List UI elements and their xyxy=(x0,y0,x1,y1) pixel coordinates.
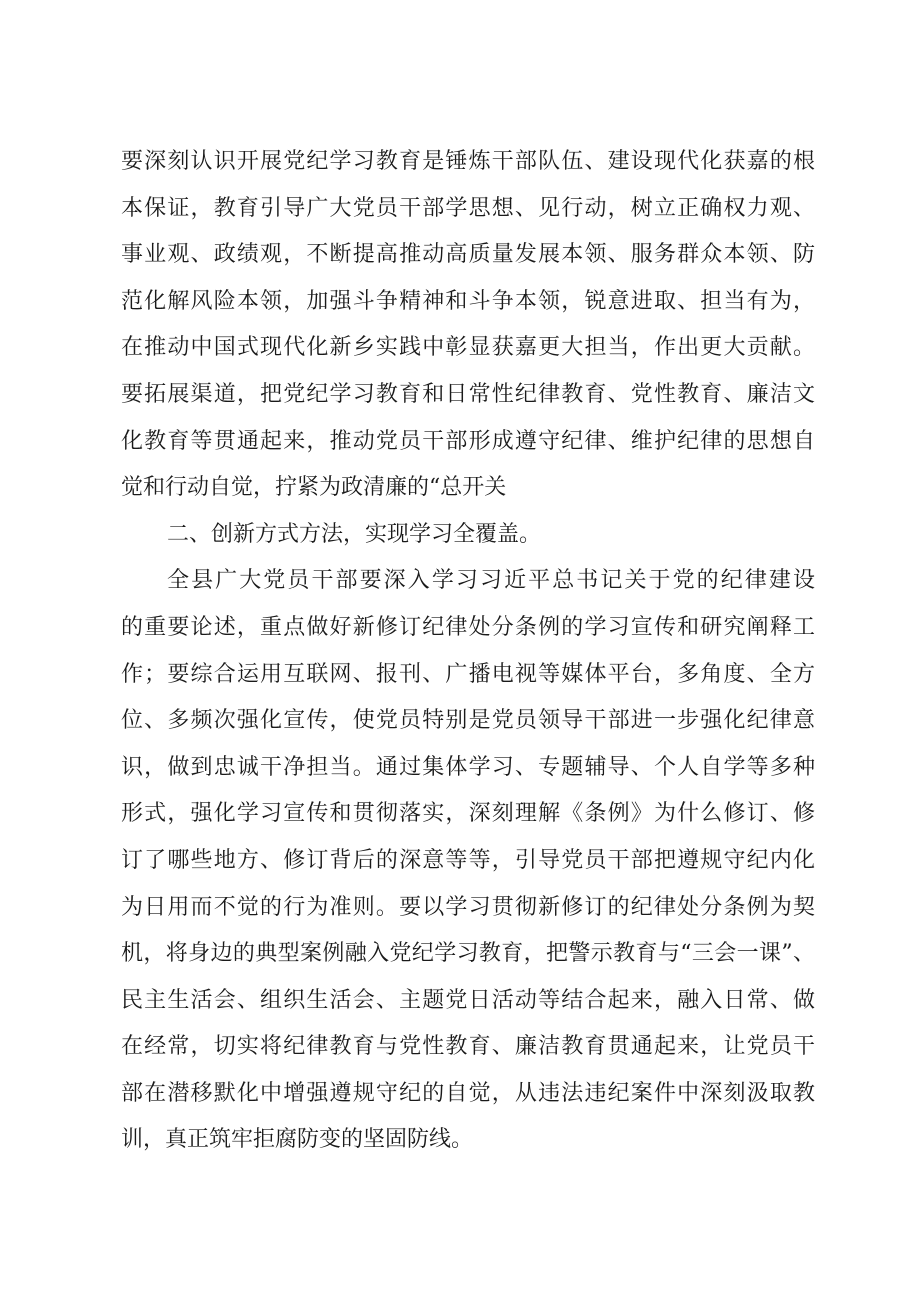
text-line: 本保证，教育引导广大党员干部学思想、见行动，树立正确权力观、 xyxy=(121,195,815,221)
text-line: 订了哪些地方、修订背后的深意等等，引导党员干部把遵规守纪内化 xyxy=(121,847,815,873)
text-line: 形式，强化学习宣传和贯彻落实，深刻理解《条例》为什么修订、修 xyxy=(121,801,815,827)
document-page xyxy=(121,139,815,1164)
text-line: 在经常，切实将纪律教育与党性教育、廉洁教育贯通起来，让党员干 xyxy=(121,1034,815,1060)
text-line: 训，真正筑牢拒腐防变的坚固防线。 xyxy=(121,1127,474,1153)
text-line: 识，做到忠诚干净担当。通过集体学习、专题辅导、个人自学等多种 xyxy=(121,754,815,780)
paragraph-main xyxy=(121,558,815,1164)
text-line: 范化解风险本领，加强斗争精神和斗争本领，锐意进取、担当有为， xyxy=(121,288,815,314)
text-line: 位、多频次强化宣传，使党员特别是党员领导干部进一步强化纪律意 xyxy=(121,708,815,734)
text-line: 为日用而不觉的行为准则。要以学习贯彻新修订的纪律处分条例为契 xyxy=(121,894,815,920)
text-line: 化教育等贯通起来，推动党员干部形成遵守纪律、维护纪律的思想自 xyxy=(121,428,815,454)
text-line: 作；要综合运用互联网、报刊、广播电视等媒体平台，多角度、全方 xyxy=(121,661,815,687)
text-line: 在推动中国式现代化新乡实践中彰显获嘉更大担当，作出更大贡献。 xyxy=(121,335,815,361)
text-line: 觉和行动自觉，拧紧为政清廉的“总开关 xyxy=(121,475,507,501)
text-line: 机，将身边的典型案例融入党纪学习教育，把警示教育与“三会一课”、 xyxy=(121,941,815,967)
paragraph-continued xyxy=(121,139,815,512)
text-line: 的重要论述，重点做好新修订纪律处分条例的学习宣传和研究阐释工 xyxy=(121,614,815,640)
text-line: 事业观、政绩观，不断提高推动高质量发展本领、服务群众本领、防 xyxy=(121,242,815,268)
text-line: 民主生活会、组织生活会、主题党日活动等结合起来，融入日常、做 xyxy=(121,987,815,1013)
text-line: 部在潜移默化中增强遵规守纪的自觉，从违法违纪案件中深刻汲取教 xyxy=(121,1080,815,1106)
text-line: 要深刻认识开展党纪学习教育是锤炼干部队伍、建设现代化获嘉的根 xyxy=(121,149,815,174)
text-line: 要拓展渠道，把党纪学习教育和日常性纪律教育、党性教育、廉洁文 xyxy=(121,381,815,407)
section-heading: 二、创新方式方法，实现学习全覆盖。 xyxy=(167,521,542,547)
text-line: 全县广大党员干部要深入学习习近平总书记关于党的纪律建设 xyxy=(167,568,815,594)
